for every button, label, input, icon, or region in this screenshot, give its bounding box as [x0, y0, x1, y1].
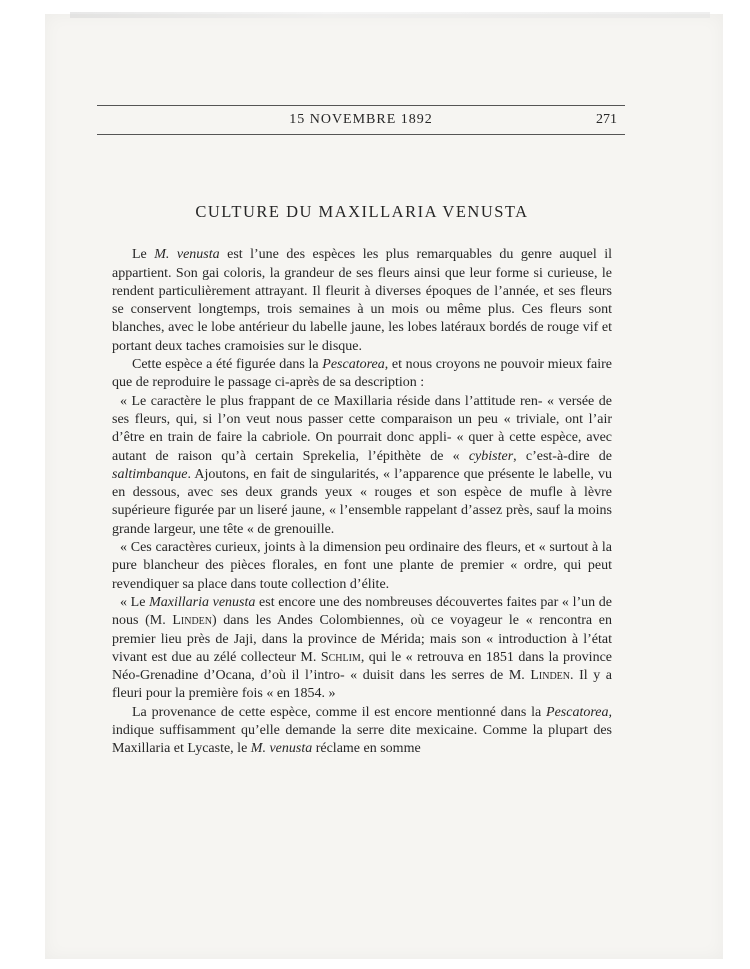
text-run: , c’est-à-dire de: [513, 448, 612, 464]
quote-paragraph-3: [112, 594, 612, 704]
italic-publication: Pescatorea,: [546, 704, 612, 720]
text-run: Cette espèce a été figurée dans la: [132, 357, 323, 373]
page-number: 271: [596, 112, 617, 127]
paragraph-source: [112, 356, 612, 393]
text-run: indique suffisamment qu’elle demande la serre dite mexicaine. Comme la plupart des Maxillaria et Lycaste, le: [112, 723, 612, 757]
quote-paragraph-1: [112, 393, 612, 539]
text-run: est encore une des nombreuses découvertes faites par « l’un de nous (M.: [112, 594, 613, 629]
text-run: réclame en somme: [312, 741, 421, 757]
person-name: Schlim: [320, 649, 361, 665]
header-rule-top: [97, 105, 625, 106]
italic-species: Maxillaria venusta: [149, 594, 256, 610]
italic-species: M. venusta: [250, 741, 313, 757]
running-header: [97, 105, 625, 135]
article-body: [112, 203, 612, 759]
italic-term: saltimbanque: [112, 466, 188, 482]
scan-edge: [70, 12, 710, 18]
header-row: [97, 112, 625, 132]
italic-term: cybister: [468, 448, 514, 464]
text-run: . Il y a fleuri pour la première fois « en 1854. »: [112, 668, 612, 702]
text-run: , et nous croyons ne pouvoir mieux faire que de reproduire le passage ci-après de sa description :: [112, 357, 612, 391]
text-run: , qui le « retrouva en 1851 dans la province Néo-Grenadine d’Ocana, d’où il l’intro- « duisit dans les serres de M.: [112, 649, 612, 684]
paragraph-intro: [112, 246, 612, 356]
text-run: « Le: [120, 594, 150, 610]
text-run: . Ajoutons, en fait de singularités, « l’apparence que présente le labelle, vu en dessous, avec ses deux grands yeux « rouges et son espèce de mufle à lèvre supérieure figurée par un liseré jaune, « l’ensemble rappelant d’assez près, sauf la moins grande largeur, une tête « de grenouille.: [112, 466, 612, 537]
text-run: La provenance de cette espèce, comme il est encore mentionné dans la: [132, 704, 547, 720]
text-run: est l’une des espèces les plus remarquables du genre auquel il appartient. Son gai coloris, la grandeur de ses fleurs ainsi que leur forme si curieuse, le rendent particulièrement attrayant. Il fleurit à diverses époques de l’année, et ses fleurs se conservent longtemps, trois semaines à un mois ou même plus. Ces fleurs sont blanches, avec le lobe antérieur du labelle jaune, les lobes latéraux bordés de rouge vif et portant deux taches cramoisies sur le disque.: [112, 247, 612, 354]
text-run: Le: [132, 247, 155, 263]
header-date: 15 NOVEMBRE 1892: [289, 112, 433, 127]
text-run: « Le caractère le plus frappant de ce Maxillaria réside dans l’attitude ren- « versée de ses fleurs, qui, si l’on veut nous passer cette comparaison un peu « triviale, ont l’air d’être en train de faire la cabriole. On pourrait donc appli- « quer à cette espèce, avec autant de raison qu’à certain Sprekelia, l’épithète de «: [112, 393, 612, 464]
italic-publication: Pescatorea: [322, 357, 385, 373]
text-run: ) dans les Andes Colombiennes, où ce voyageur le « rencontra en premier lieu près de Jaji, dans la province de Mérida; mais son « introduction à l’état vivant est due au zélé collecteur M.: [112, 613, 612, 665]
person-name: Linden: [172, 613, 212, 629]
quote-paragraph-2: « Ces caractères curieux, joints à la dimension peu ordinaire des fleurs, et « surtout à la pure blancheur des pièces florales, en font une plante de premier « ordre, qui peut revendiquer sa place dans toute collection d’élite.: [112, 540, 612, 592]
person-name: Linden: [530, 668, 570, 684]
italic-species: M. venusta: [154, 247, 220, 263]
article-title: CULTURE DU MAXILLARIA VENUSTA: [195, 202, 529, 221]
paragraph-cultivation: [112, 704, 612, 759]
header-rule-bottom: [97, 134, 625, 135]
